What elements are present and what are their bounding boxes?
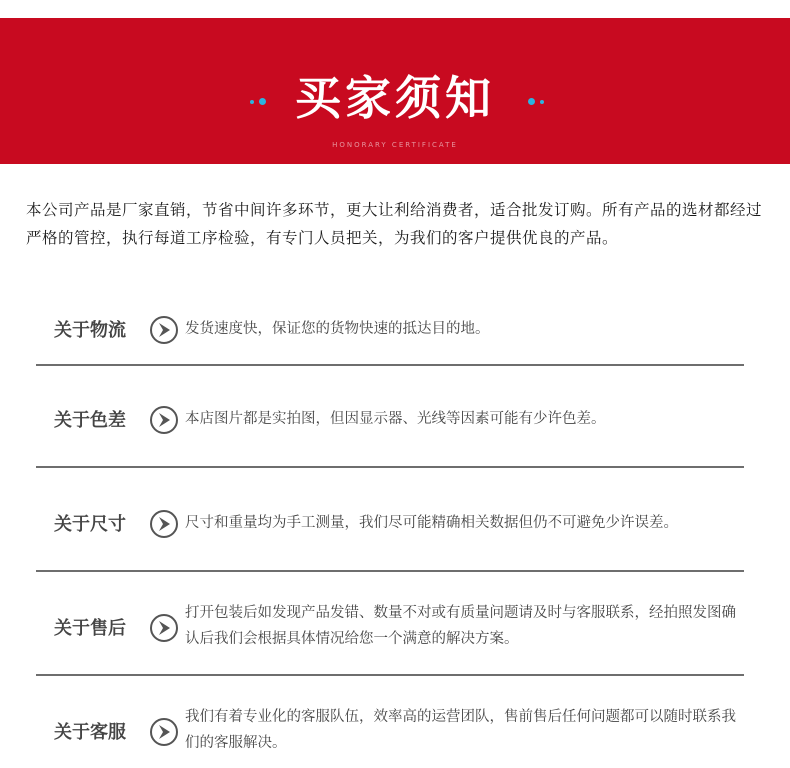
arrow-right-circle-icon [149, 613, 179, 643]
section-text: 尺寸和重量均为手工测量，我们尽可能精确相关数据但仍不可避免少许误差。 [185, 515, 678, 531]
section-label: 关于尺寸 [54, 514, 126, 535]
arrow-right-circle-icon [149, 717, 179, 747]
divider [36, 674, 744, 676]
header-banner [0, 18, 790, 164]
arrow-right-circle-icon [149, 315, 179, 345]
divider [36, 570, 744, 572]
section-text: 打开包装后如发现产品发错、数量不对或有质量问题请及时与客服联系，经拍照发图确认后我们会根据具体情况给您一个满意的解决方案。 [185, 605, 736, 647]
section-text: 我们有着专业化的客服队伍，效率高的运营团队，售前售后任何问题都可以随时联系我们的客服解决。 [185, 709, 736, 751]
section-text: 发货速度快，保证您的货物快速的抵达目的地。 [185, 321, 490, 337]
page-title: 买家须知 [295, 71, 495, 125]
section-text: 本店图片都是实拍图，但因显示器、光线等因素可能有少许色差。 [185, 411, 606, 427]
arrow-right-circle-icon [149, 509, 179, 539]
divider [36, 364, 744, 366]
banner-subtitle: HONORARY CERTIFICATE [332, 141, 458, 149]
decorative-dots-right [528, 98, 552, 106]
section-label: 关于售后 [54, 618, 126, 639]
section-label: 关于客服 [54, 722, 126, 743]
section-label: 关于色差 [54, 410, 126, 431]
divider [36, 466, 744, 468]
intro-paragraph: 本公司产品是厂家直销，节省中间许多环节，更大让利给消费者，适合批发订购。所有产品的选材都经过严格的管控，执行每道工序检验，有专门人员把关，为我们的客户提供优良的产品。 [26, 201, 763, 247]
arrow-right-circle-icon [149, 405, 179, 435]
section-label: 关于物流 [54, 320, 126, 341]
